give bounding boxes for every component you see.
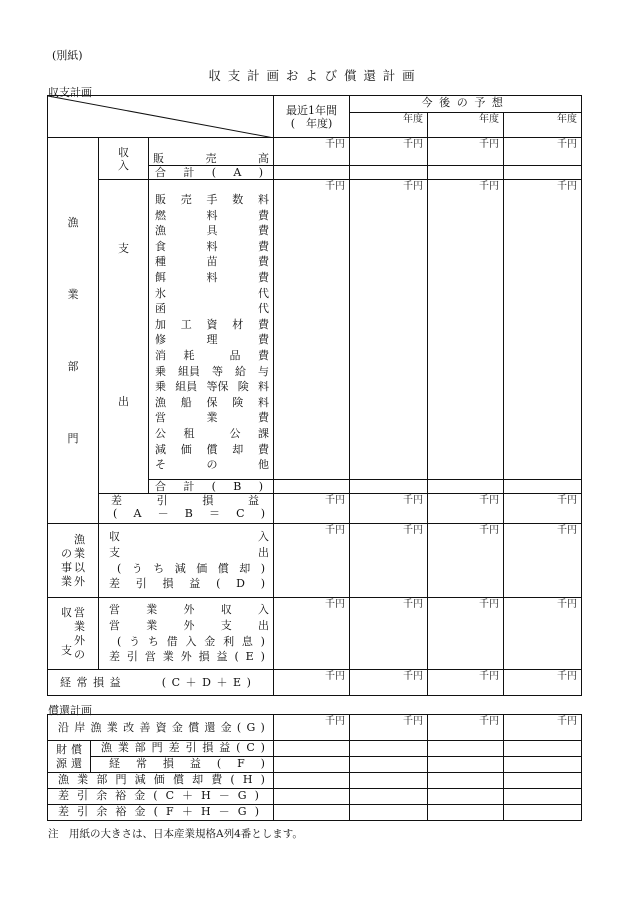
unit: 千円: [350, 138, 428, 166]
fy-col2: 年度: [428, 113, 504, 138]
sales-label: 販 売 高: [153, 152, 269, 165]
expense-item: 食 料 費: [155, 239, 269, 253]
expense-item: 修 理 費: [155, 333, 269, 347]
expense-item: 種 苗 費: [155, 255, 269, 269]
unit: 千円: [274, 715, 350, 741]
unit: 千円: [350, 494, 428, 524]
unit: 千円: [274, 138, 350, 166]
unit: 千円: [504, 598, 582, 670]
expense-item: 餌 料 費: [155, 270, 269, 284]
unit: 千円: [428, 598, 504, 670]
fy-col1: 年度: [350, 113, 428, 138]
diff-label: 差 引 損 益 ( A － B ＝ C ): [99, 494, 274, 524]
unit: 千円: [274, 670, 350, 696]
ordinary-profit-label: 経 常 損 益 ( C ＋ D ＋ E ): [48, 670, 274, 696]
income-plan-table: [47, 95, 582, 696]
section-income-plan: 収支計画: [48, 86, 92, 99]
repay-source-f: 経 常 損 益 ( F ): [91, 757, 274, 773]
unit: 千円: [428, 180, 504, 480]
expense-item: 減 価 償 却 費: [155, 442, 269, 456]
expense-item: 加 工 資 材 費: [155, 317, 269, 331]
unit: 千円: [274, 494, 350, 524]
unit: 千円: [504, 670, 582, 696]
repayment-plan-table: [47, 714, 582, 821]
unit: 千円: [274, 598, 350, 670]
expense-item: 氷 代: [155, 286, 269, 300]
total-b-label: 合 計 ( B ): [155, 480, 263, 493]
non-operating-label: 収 支 営 業 外 の: [48, 598, 99, 670]
unit: 千円: [428, 494, 504, 524]
unit: 千円: [350, 670, 428, 696]
non-fishery-label: の 事 業 漁 業 以 外: [48, 524, 99, 598]
repay-depr-label: 漁 業 部 門 減 価 償 却 費 ( H ): [48, 773, 274, 789]
unit: 千円: [504, 715, 582, 741]
expense-item: 函 代: [155, 302, 269, 316]
expense-item: 販 売 手 数 料: [155, 193, 269, 206]
diagonal-header-cell: [48, 96, 274, 138]
expense-item: 消 耗 品 費: [155, 348, 269, 362]
unit: 千円: [350, 524, 428, 598]
diagonal-line: [48, 96, 274, 138]
expense-item: そ の 他: [155, 458, 269, 472]
footnote: 注 用紙の大きさは、日本産業規格A列4番とします。: [48, 828, 303, 840]
repay-surplus1-label: 差 引 余 裕 金 ( C ＋ H － G ): [48, 789, 274, 805]
expense-item: 公 租 公 課: [155, 426, 269, 440]
section-repayment-plan: 償還計画: [48, 704, 92, 717]
expense-label: 支 出: [99, 180, 149, 494]
fy-col3: 年度: [504, 113, 582, 138]
unit: 千円: [274, 180, 350, 480]
repay-fund-label: 沿 岸 漁 業 改 善 資 金 償 還 金 ( G ): [48, 715, 274, 741]
unit: 千円: [428, 715, 504, 741]
non-operating-items: 営 業 外 収 入 営 業 外 支 出 ( う ち 借 入 金 利 息 ) 差 引 営 業 外 損 益 ( E ): [99, 598, 274, 670]
expense-item: 漁 具 費: [155, 224, 269, 238]
unit: 千円: [504, 138, 582, 166]
recent-year-header: [274, 96, 350, 138]
expense-item: 乗 組員 等 給 与: [155, 364, 269, 378]
unit: 千円: [350, 598, 428, 670]
non-fishery-items: 収 入 支 出 ( う ち 減 価 償 却 ) 差 引 損 益 ( D ): [99, 524, 274, 598]
expense-item: 漁 船 保 険 料: [155, 395, 269, 409]
unit: 千円: [504, 180, 582, 480]
unit: 千円: [428, 524, 504, 598]
expense-item: 燃 料 費: [155, 208, 269, 222]
attachment-label: (別紙): [52, 49, 83, 62]
unit: 千円: [274, 524, 350, 598]
unit: 千円: [350, 715, 428, 741]
income-label: 収入: [99, 138, 149, 180]
repay-source-c: 漁 業 部 門 差 引 損 益 ( C ): [91, 741, 274, 757]
expense-item: 乗 組員 等保 険 料: [155, 380, 269, 394]
total-a-label: 合 計 ( A ): [155, 166, 263, 179]
unit: 千円: [504, 494, 582, 524]
recent-year-paren: ( 年度): [290, 116, 333, 130]
unit: 千円: [428, 138, 504, 166]
fishery-dept-label: 漁 業 部 門: [48, 138, 99, 524]
unit: 千円: [350, 180, 428, 480]
repay-surplus2-label: 差 引 余 裕 金 ( F ＋ H － G ): [48, 805, 274, 821]
forecast-header: 今後の予想: [350, 96, 582, 113]
unit: 千円: [428, 670, 504, 696]
expense-items: [149, 180, 274, 480]
repay-source-label: 財 償 源 還: [48, 741, 91, 773]
expense-item: 営 業 費: [155, 411, 269, 425]
unit: 千円: [504, 524, 582, 598]
document-title: 収支計画および償還計画: [208, 68, 422, 83]
recent-year-label: 最近1年間: [286, 103, 338, 117]
